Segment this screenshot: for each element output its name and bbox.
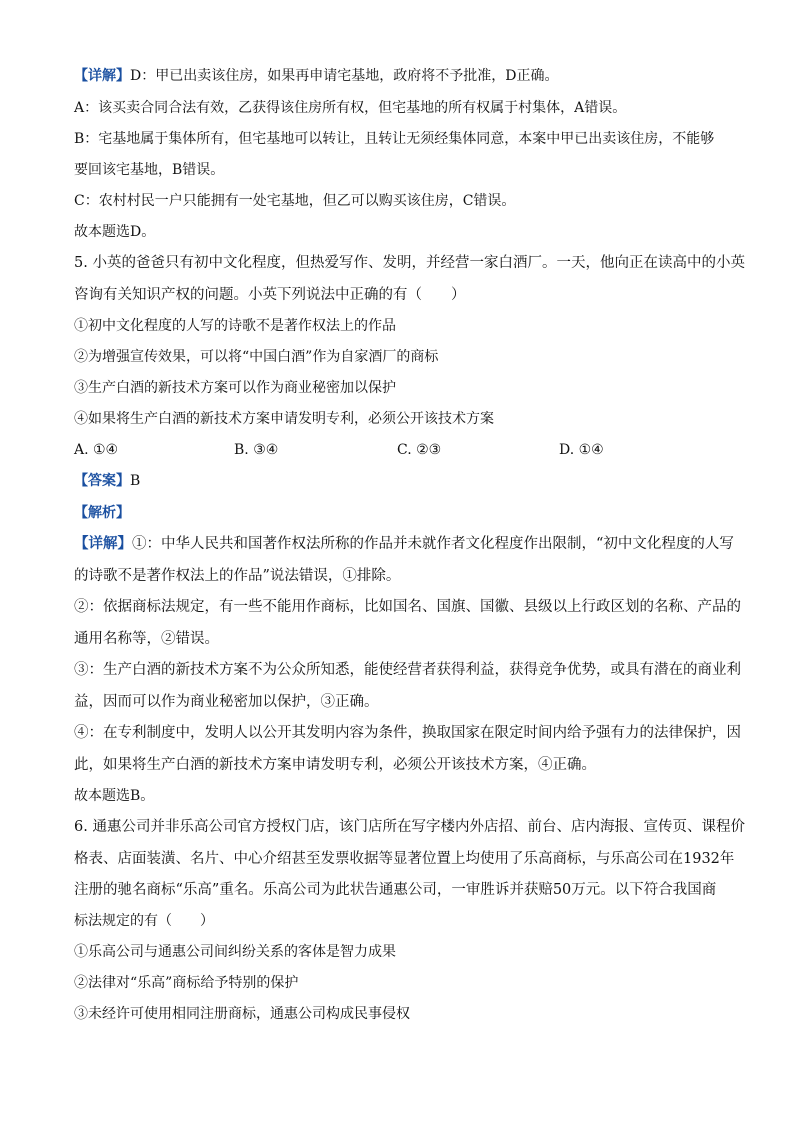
answer-line xyxy=(74,471,734,491)
question-6-stem-cont-1: 格表、店面装潢、名片、中心介绍甚至发票收据等显著位置上均使用了乐高商标，与乐高公司在1932年 xyxy=(74,851,735,867)
conclusion-line: 故本题选D。 xyxy=(74,224,156,240)
analysis-line-b: B：宅基地属于集体所有，但宅基地可以转让，且转让无须经集体同意，本案中甲已出卖该住房，不能够 xyxy=(74,131,715,147)
conclusion-line: 故本题选B。 xyxy=(74,788,155,804)
analysis-line-a: A：该买卖合同合法有效，乙获得该住房所有权，但宅基地的所有权属于村集体，A错误。 xyxy=(74,100,627,116)
question-6-stem-cont-3: 标法规定的有（ ） xyxy=(74,913,214,929)
detail-tag: 【详解】 xyxy=(74,68,130,84)
detail-line-1: 【详解】①：中华人民共和国著作权法所称的作品并未就作者文化程度作出限制，“初中文化程度的人写 xyxy=(74,535,734,552)
option-d: D. ①④ xyxy=(559,442,604,458)
detail-line-2-cont: 通用名称等，②错误。 xyxy=(74,631,219,647)
answer-tag: 【答案】 xyxy=(74,473,130,489)
statement-1: ①初中文化程度的人写的诗歌不是著作权法上的作品 xyxy=(74,318,396,334)
statement-3: ③生产白酒的新技术方案可以作为商业秘密加以保护 xyxy=(74,380,396,396)
detail-line-4: ④：在专利制度中，发明人以公开其发明内容为条件，换取国家在限定时间内给予强有力的法律保护，因 xyxy=(74,725,741,741)
analysis-tag: 【解析】 xyxy=(74,505,130,521)
analysis-line-c: C：农村村民一户只能拥有一处宅基地，但乙可以购买该住房，C错误。 xyxy=(74,193,516,209)
detail-line-1-cont: 的诗歌不是著作权法上的作品”说法错误，①排除。 xyxy=(74,568,401,584)
question-6-stem-cont-2: 注册的驰名商标“乐高”重名。乐高公司为此状告通惠公司，一审胜诉并获赔50万元。以下符合我国商 xyxy=(74,882,717,898)
analysis-line-b-cont: 要回该宅基地，B错误。 xyxy=(74,162,225,178)
detail-line-3-cont: 益，因而可以作为商业秘密加以保护，③正确。 xyxy=(74,694,379,710)
option-a: A. ①④ xyxy=(74,442,119,458)
statement-3: ③未经许可使用相同注册商标，通惠公司构成民事侵权 xyxy=(74,1006,410,1022)
statement-2: ②为增强宣传效果，可以将“中国白酒”作为自家酒厂的商标 xyxy=(74,349,439,365)
question-5-stem: 5. 小英的爸爸只有初中文化程度，但热爱写作、发明，并经营一家白酒厂。一天，他向正在读高中的小英 xyxy=(74,255,745,271)
question-5-stem-cont: 咨询有关知识产权的问题。小英下列说法中正确的有（ ） xyxy=(74,287,466,303)
statement-2: ②法律对“乐高”商标给予特别的保护 xyxy=(74,975,299,991)
detail-line-2: ②：依据商标法规定，有一些不能用作商标，比如国名、国旗、国徽、县级以上行政区划的名称、产品的 xyxy=(74,599,741,615)
statement-1: ①乐高公司与通惠公司间纠纷关系的客体是智力成果 xyxy=(74,944,396,960)
detail-tag: 【详解】 xyxy=(74,535,132,552)
option-b: B. ③④ xyxy=(234,442,279,458)
option-c: C. ②③ xyxy=(397,442,442,458)
detail-line-4-cont: 此，如果将生产白酒的新技术方案申请发明专利，必须公开该技术方案，④正确。 xyxy=(74,757,596,773)
question-6-stem: 6. 通惠公司并非乐高公司官方授权门店，该门店所在写字楼内外店招、前台、店内海报、宣传页、课程价 xyxy=(74,819,745,835)
statement-4: ④如果将生产白酒的新技术方案申请发明专利，必须公开该技术方案 xyxy=(74,411,494,427)
detail-line: 【详解】D：甲已出卖该住房，如果再申请宅基地，政府将不予批准，D正确。 xyxy=(74,68,559,84)
answer-value: B xyxy=(130,473,141,489)
detail-line-3: ③：生产白酒的新技术方案不为公众所知悉，能使经营者获得利益，获得竞争优势，或具有潜在的商业利 xyxy=(74,662,741,678)
analysis-heading xyxy=(74,503,734,523)
